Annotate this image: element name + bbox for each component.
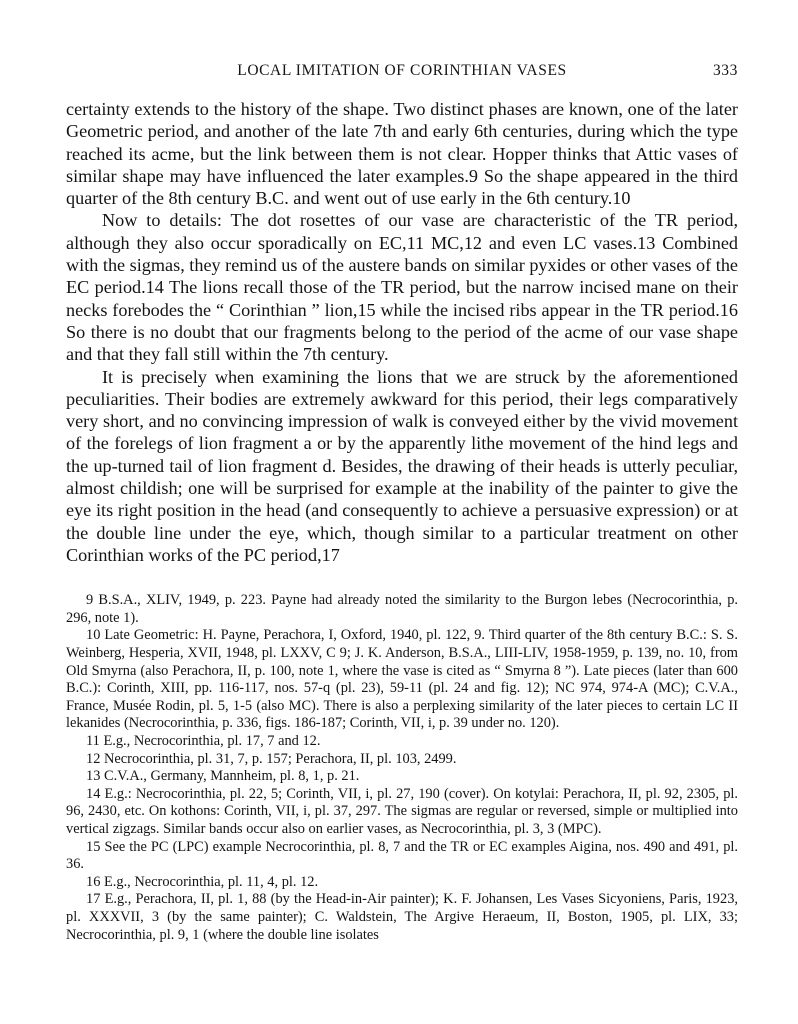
paragraph-2: Now to details: The dot rosettes of our vase are characteristic of the TR period, although they also occur sporadically on EC,11 MC,12 and even LC vases.13 Combined with the sigmas, they remind us of the austere bands on similar pyxides or other vases of the EC period.14 The lions recall those of the TR period, but the narrow incised mane on their necks forebodes the “ Corinthian ” lion,15 while the incised ribs appear in the TR period.16 So there is no doubt that our fragments belong to the period of the acme of our vase shape and that they fall still within the 7th century. <box>66 210 738 365</box>
footnote-16: 16 E.g., Necrocorinthia, pl. 11, 4, pl. 12. <box>86 873 319 890</box>
body-text <box>66 98 738 566</box>
footnote-9: 9 B.S.A., XLIV, 1949, p. 223. Payne had already noted the similarity to the Burgon lebes (Necrocorinthia, p. 296, note 1). <box>66 592 738 626</box>
footnote-15: 15 See the PC (LPC) example Necrocorinthia, pl. 8, 7 and the TR or EC examples Aigina, nos. 490 and 491, pl. 36. <box>66 838 738 873</box>
page <box>66 58 738 944</box>
footnote-13: 13 C.V.A., Germany, Mannheim, pl. 8, 1, p. 21. <box>86 768 360 785</box>
footnote-12: 12 Necrocorinthia, pl. 31, 7, p. 157; Perachora, II, pl. 103, 2499. <box>86 750 457 767</box>
running-head <box>66 58 738 86</box>
footnote-10: 10 Late Geometric: H. Payne, Perachora, I, Oxford, 1940, pl. 122, 9. Third quarter of the 8th century B.C.: S. S. Weinberg, Hesperia, XVII, 1948, pl. LXXV, C 9; J. K. Anderson, B.S.A., LIII-LIV, 1958-1959, p. 139, no. 10, from Old Smyrna (also Perachora, II, p. 100, note 1, where the vase is cited as “ Smyrna 8 ”). Late pieces (later than 600 B.C.): Corinth, XIII, pp. 116-117, nos. 57-q (pl. 23), 59-11 (pl. 24 and fig. 12); NC 974, 974-A (MC); C.V.A., France, Musée Rodin, pl. 5, 1-5 (also MC). There is also a perplexing similarity of the later pieces to certain LC II lekanides (Necrocorinthia, p. 336, figs. 186-187; Corinth, VII, i, p. 39 under no. 120). <box>66 627 738 732</box>
footnotes <box>66 592 738 944</box>
footnote-11: 11 E.g., Necrocorinthia, pl. 17, 7 and 12. <box>86 732 321 749</box>
paragraph-3: It is precisely when examining the lions that we are struck by the aforementioned peculiarities. Their bodies are extremely awkward for this period, their legs comparatively very short, and no convincing impression of walk is conveyed either by the vivid movement of the forelegs of lion fragment a or by the apparently lithe movement of the hind legs and the up-turned tail of lion fragment d. Besides, the drawing of their heads is utterly peculiar, almost childish; one will be surprised for example at the inability of the painter to give the eye its right position in the head (and consequently to achieve a persuasive expression) or at the double line under the eye, which, though similar to a particular treatment on other Corinthian works of the PC period,17 <box>66 366 738 565</box>
page-number: 333 <box>712 62 738 79</box>
paragraph-1: certainty extends to the history of the shape. Two distinct phases are known, one of the later Geometric period, and another of the late 7th and early 6th centuries, during which the type reached its acme, but the link between them is not clear. Hopper thinks that Attic vases of similar shape may have influenced the later examples.9 So the shape appeared in the third quarter of the 8th century B.C. and went out of use early in the 6th century.10 <box>66 99 738 209</box>
footnote-14: 14 E.g.: Necrocorinthia, pl. 22, 5; Corinth, VII, i, pl. 27, 190 (cover). On kotylai: Perachora, II, pl. 92, 2305, pl. 96, 2430, etc. On kothons: Corinth, VII, i, pl. 37, 297. The sigmas are regular or reversed, simple or multiplied into vertical zigzags. Similar bands occur also on earlier vases, as Necrocorinthia, pl. 3, 3 (MPC). <box>66 785 738 837</box>
footnote-17: 17 E.g., Perachora, II, pl. 1, 88 (by the Head-in-Air painter); K. F. Johansen, Les Vases Sicyoniens, Paris, 1923, pl. XXXVII, 3 (by the same painter); C. Waldstein, The Argive Heraeum, II, Boston, 1905, pl. LIX, 33; Necrocorinthia, pl. 9, 1 (where the double line isolates <box>66 891 738 943</box>
running-title: LOCAL IMITATION OF CORINTHIAN VASES <box>237 62 567 79</box>
